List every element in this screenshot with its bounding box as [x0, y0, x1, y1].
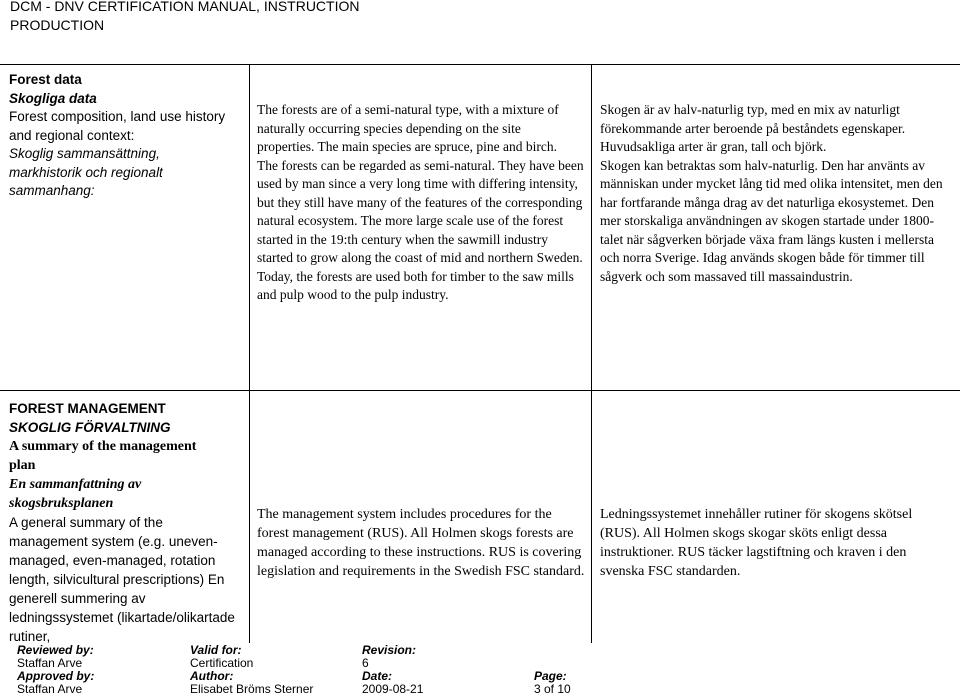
page-number: 3 of 10 — [534, 682, 571, 696]
forest-data-label-cell — [9, 71, 245, 201]
approved-by-value: Staffan Arve — [17, 682, 83, 696]
column-divider-2 — [591, 65, 592, 643]
document-header — [10, 0, 360, 35]
management-plan-description: A general summary of the management system (e.g. uneven-managed, even-managed, rotation length, silvicultural prescriptions) En generell summering av ledningssystemet (likartade/olikartade rutiner, — [9, 515, 235, 644]
date-value: 2009-08-21 — [362, 682, 424, 696]
valid-for-label: Valid for: — [190, 643, 242, 657]
management-plan-summary-title: A summary of the management plan — [9, 439, 197, 473]
forest-management-label-cell — [9, 400, 245, 646]
forest-management-text-sv: Ledningssystemet innehåller rutiner för skogens skötsel (RUS). All Holmen skogs skogar sköts enligt dessa instruktioner. RUS täcker lagstiftning och kraven i den svenska FSC standarden. — [600, 507, 913, 579]
forest-composition-label-sv: Skoglig sammansättning, markhistorik och regionalt sammanhang: — [9, 146, 163, 198]
forest-data-para-sv-1: Skogen är av halv-naturlig typ, med en mix av naturligt förekommande arter beroende på beståndets egenskaper. Huvudsakliga arter är gran, tall och björk. — [600, 102, 906, 154]
revision-value: 6 — [362, 656, 369, 670]
document-footer — [0, 642, 960, 695]
reviewed-by-label: Reviewed by: — [17, 643, 94, 657]
column-divider-1 — [249, 65, 250, 643]
revision-label: Revision: — [362, 643, 417, 657]
content-table — [0, 64, 960, 643]
forest-data-title-sv: Skogliga data — [9, 90, 97, 106]
forest-data-text-sv — [600, 101, 950, 286]
forest-management-title: FOREST MANAGEMENT — [9, 401, 166, 416]
approved-by-label: Approved by: — [17, 669, 95, 683]
author-value: Elisabet Bröms Sterner — [190, 682, 314, 696]
forest-data-text-en — [257, 101, 587, 305]
forest-management-title-sv: SKOGLIG FÖRVALTNING — [9, 419, 171, 435]
page-label: Page: — [534, 669, 567, 683]
forest-composition-label: Forest composition, land use history and regional context: — [9, 109, 226, 143]
forest-data-para-1: The forests are of a semi-natural type, with a mixture of naturally occurring species depending on the site properties. The main species are spruce, pine and birch. — [257, 102, 559, 154]
author-label: Author: — [190, 669, 234, 683]
forest-data-para-sv-2: Skogen kan betraktas som halv-naturlig. Den har använts av människan under mycket lång tid med olika intensitet, men den har fortfarande många drag av det naturliga ekosystemet. Den mer storskaliga användningen av skogen startade under 1800-talet när sågverken började växa fram längs kusten i mellersta och norra Sverige. Idag används skogen både för timmer till sågverk och som massaved till massaindustrin. — [600, 157, 943, 284]
forest-management-text-en: The management system includes procedures for the forest management (RUS). All Holmen skogs forests are managed according to these instructions. RUS is covering legislation and requirements in the Swedish FSC standard. — [257, 507, 585, 579]
management-plan-summary-title-sv: En sammanfattning av skogsbruksplanen — [9, 477, 142, 511]
date-label: Date: — [362, 669, 393, 683]
valid-for-value: Certification — [190, 656, 254, 670]
header-title-line2: PRODUCTION — [10, 17, 105, 33]
reviewed-by-value: Staffan Arve — [17, 656, 83, 670]
row-divider — [0, 390, 960, 391]
header-title-line1: DCM - DNV CERTIFICATION MANUAL, INSTRUCTION — [10, 0, 360, 14]
forest-data-para-2: The forests can be regarded as semi-natural. They have been used by man since a very long time with differing intensity, but they still have many of the features of the corresponding natural ecosystem. The more large scale use of the forest started in the 19:th century when the sawmill industry started to grow along the coast of mid and northern Sweden. Today, the forests are used both for timber to the saw mills and pulp wood to the pulp industry. — [257, 157, 584, 302]
forest-data-title: Forest data — [9, 72, 82, 87]
